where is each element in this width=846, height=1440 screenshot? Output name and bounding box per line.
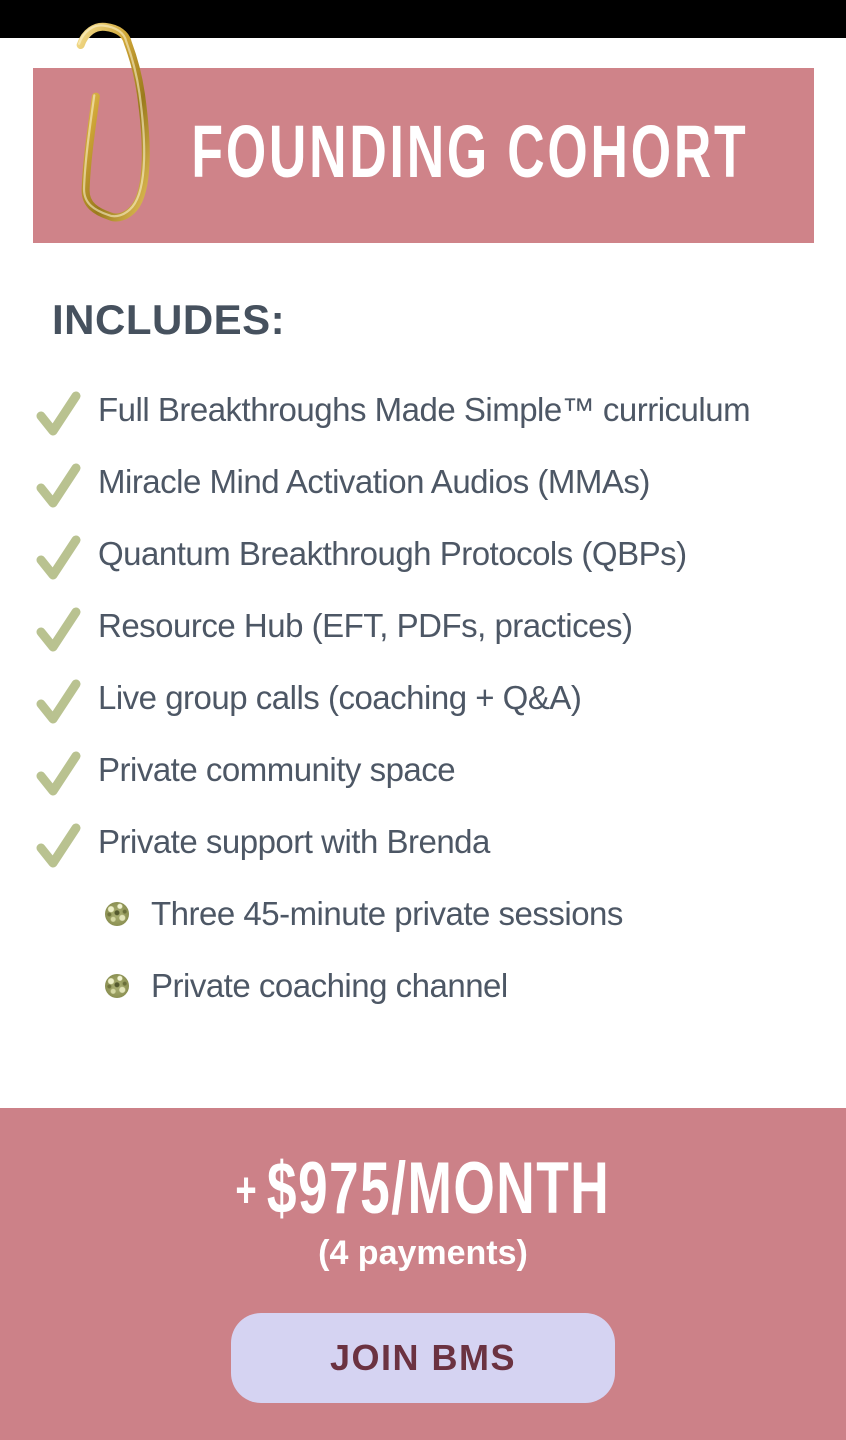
list-item-label: Quantum Breakthrough Protocols (QBPs) [98,535,687,572]
list-item [34,806,750,878]
includes-heading: INCLUDES: [52,296,286,343]
checkmark-icon [34,389,82,437]
paperclip-icon [60,16,154,226]
join-bms-button[interactable]: JOIN BMS [231,1313,615,1403]
price-amount: $975/MONTH [267,1148,611,1229]
sub-item-label: Three 45-minute private sessions [151,895,623,932]
payment-note: (4 payments) [318,1234,528,1272]
checkmark-icon [34,461,82,509]
list-item-label: Miracle Mind Activation Audios (MMAs) [98,463,650,500]
checkmark-icon [34,605,82,653]
checkmark-icon [34,821,82,869]
list-item [34,446,750,518]
price-line [0,1146,846,1232]
list-item [105,950,623,1022]
includes-list [34,374,750,878]
list-item-label: Resource Hub (EFT, PDFs, practices) [98,607,633,644]
list-item-label: Private support with Brenda [98,823,490,860]
list-item [34,662,750,734]
page-title: FOUNDING COHORT [190,110,749,193]
sparkle-bullet-icon [105,974,129,998]
list-item [34,734,750,806]
list-item [105,878,623,950]
list-item-label: Live group calls (coaching + Q&A) [98,679,582,716]
checkmark-icon [34,533,82,581]
sub-item-label: Private coaching channel [151,967,508,1004]
list-item-label: Private community space [98,751,456,788]
list-item [34,518,750,590]
list-item [34,590,750,662]
sub-items-list [105,878,623,1022]
checkmark-icon [34,749,82,797]
sparkle-bullet-icon [105,902,129,926]
price-prefix: + [235,1162,257,1218]
list-item [34,374,750,446]
list-item-label: Full Breakthroughs Made Simple™ curriculum [98,391,751,428]
checkmark-icon [34,677,82,725]
footer-banner [0,1108,846,1440]
